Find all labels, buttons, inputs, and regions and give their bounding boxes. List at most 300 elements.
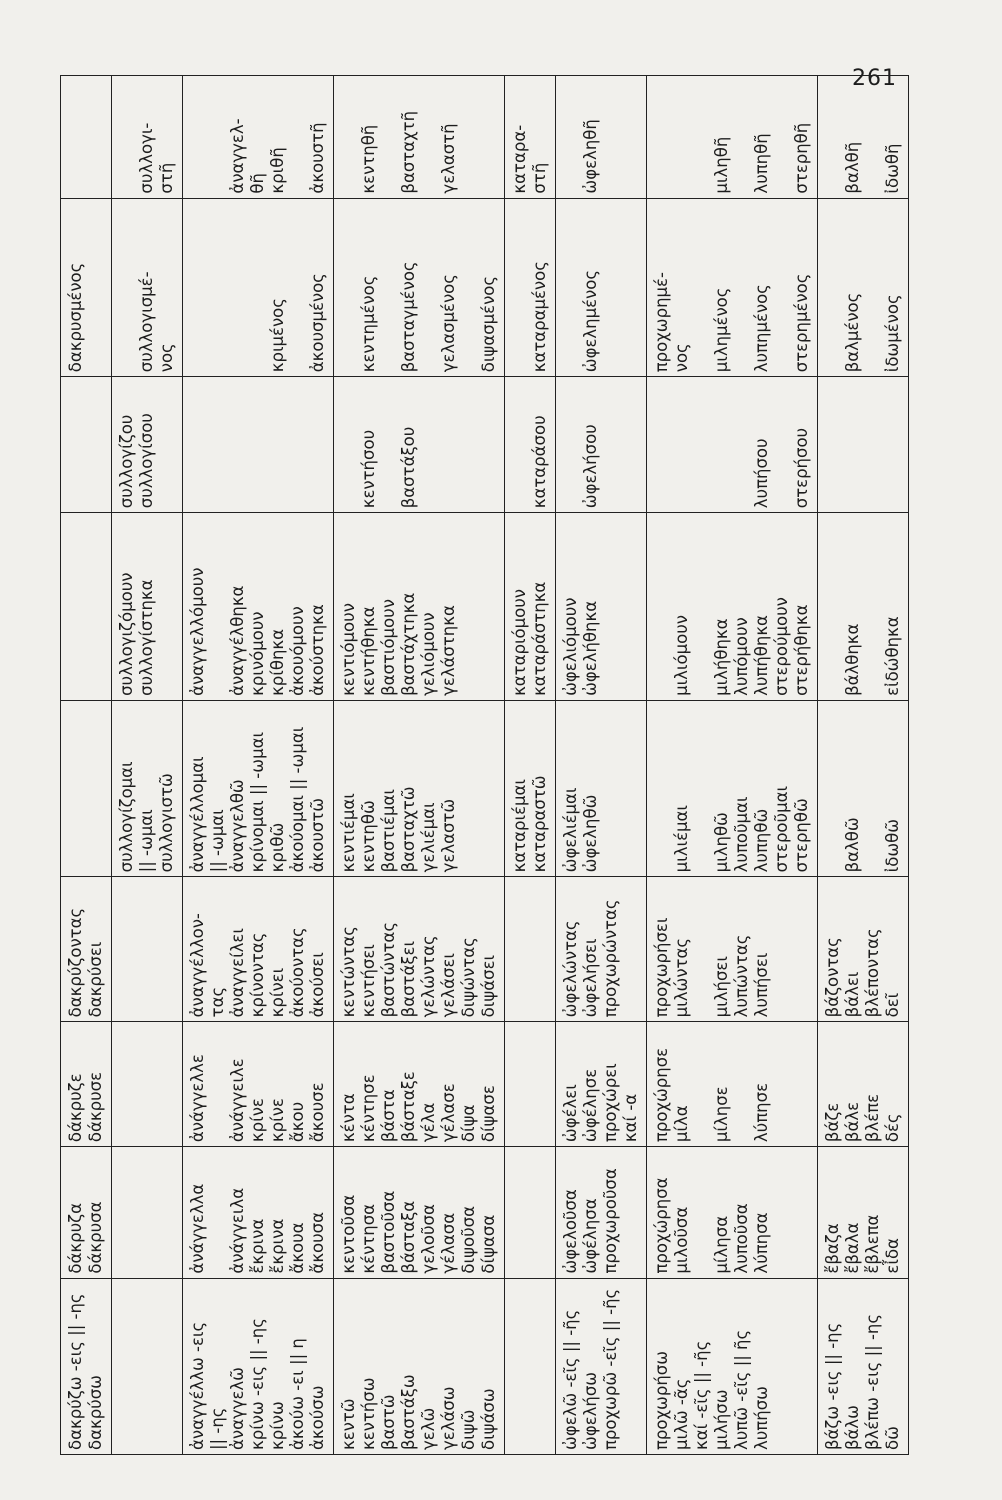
cell-line: ἀκούοντας [288,927,307,1018]
cell-line: ἀναγγελλόμουν [188,567,207,696]
cell-line: καταραστῶ [530,775,549,873]
cell-line [601,381,621,508]
cell-line [510,381,530,508]
cell-line: δακρύσω [86,1375,105,1450]
cell-line: γελαστῶ [439,798,458,873]
cell-line: ὠφελήθηκα [581,600,600,696]
cell-line [137,1283,157,1450]
cell-line: κεντηθῆ [359,124,378,194]
cell-line: βάζε [823,1102,842,1143]
cell-line: ἀναγγέλλομαι [188,756,207,873]
cell-line: κρίθηκα [268,628,287,696]
cell-line [732,1026,752,1142]
cell-stem [505,1278,556,1454]
cell-line [530,1026,550,1142]
cell-subj [112,877,183,1022]
cell-line [561,381,581,508]
cell-line: ἀκουστῶ [308,797,327,873]
cell-line: κρίνω -εις || -ης [248,1318,267,1450]
cell-line [692,381,712,508]
cell-line [117,881,137,1017]
cell-imp [556,1022,647,1147]
conjugation-table [60,75,909,1455]
cell-apass [112,513,183,701]
cell-line [652,381,672,508]
cell-line: κρίνει [268,967,287,1018]
cell-imp [61,1022,112,1147]
cell-line: στῆ [157,162,176,194]
cell-stem [112,1278,183,1454]
cell-line: μιλήσει [712,956,731,1018]
cell-line: καταραμένος [530,261,549,373]
cell-line: ἀκούσω [308,1385,327,1450]
cell-line: μιλῶ -ᾶς [672,1378,691,1450]
cell-aor [647,1147,818,1278]
cell-line [692,881,712,1017]
cell-line: μιλήσω [712,1389,731,1450]
cell-line: λυπώντας [732,934,751,1018]
cell-line [117,80,137,194]
cell-line: ἀναγγείλει [228,928,247,1018]
cell-line: δάκρυζα [66,1202,85,1274]
cell-line: κρίνε [268,1098,287,1143]
cell-line: βάσταξε [399,1071,418,1143]
cell-part [647,198,818,377]
cell-line: γέλασε [439,1083,458,1143]
cell-line: βαλμένος [843,292,862,373]
cell-line: κεντήσει [359,944,378,1018]
cell-line [86,517,106,696]
cell-apass [556,513,647,701]
cell-line: μιλώντας [672,937,691,1018]
cell-line: καί -α [621,1093,640,1143]
cell-line: γελιόμουν [419,612,438,696]
cell-line [66,381,86,508]
table-row [112,76,183,1455]
cell-line: ἀκουσμένος [308,273,327,373]
cell-line: κέντα [339,1093,358,1143]
cell-line: ἀναγγέλλω -εις [188,1321,207,1450]
cell-line [530,1283,550,1450]
cell-line: δάκρυζε [66,1073,85,1143]
cell-subj [556,877,647,1022]
cell-line: μιλιόμουν [672,615,691,696]
cell-line: γελαστῆ [439,123,458,194]
cell-line: ὠφελήσου [581,424,600,509]
cell-line [86,705,106,872]
cell-aor [818,1147,909,1278]
table-row [818,76,909,1455]
cell-line: κριθῶ [268,822,287,873]
cell-line: βάστα [379,1089,398,1143]
cell-line [188,203,208,373]
cell-line: κρίνοντας [248,932,267,1018]
cell-line [863,80,883,194]
cell-pimp [334,377,505,513]
cell-line: ἀναγγέλλον- [188,913,207,1018]
cell-line [208,1026,228,1142]
cell-line: διψάσω [479,1388,498,1450]
cell-line [692,1151,712,1273]
cell-line: διψῶ [459,1409,478,1450]
cell-line: κεντήθηκα [359,606,378,696]
cell-line [117,203,137,373]
cell-fpass [61,700,112,876]
cell-line: λυπήσου [752,438,771,509]
cell-line: ἀκούω -ει || η [288,1338,307,1450]
cell-line [692,80,712,194]
cell-pimp [112,377,183,513]
cell-line [672,80,692,194]
cell-line: ἄκουσε [308,1082,327,1143]
cell-line: ἀκούομαι || -ωμαι [288,726,307,873]
cell-adj [334,76,505,199]
cell-line [288,80,308,194]
cell-line: δάκρυσα [86,1201,105,1274]
page-number: 261 [852,66,897,91]
cell-line [863,203,883,373]
cell-line: ἀνάγγειλα [228,1187,247,1274]
cell-line: κριθῆ [268,147,287,194]
cell-line: βαστάχτηκα [399,592,418,696]
cell-part [556,198,647,377]
cell-line: κεντήσου [359,429,378,509]
cell-line [228,381,248,508]
cell-line [823,517,843,696]
cell-line: ἀνάγγελλα [188,1183,207,1274]
cell-line [479,517,499,696]
cell-line [863,381,883,508]
cell-line: νος [157,343,176,373]
cell-line: ἔβλεπα [863,1214,882,1274]
cell-line: στερηθῆ [792,122,811,194]
cell-line: δίψασα [479,1214,498,1274]
cell-line: ἔβαλα [843,1222,862,1274]
cell-line: ἄκουσα [308,1211,327,1274]
cell-line: ἀκούστηκα [308,604,327,696]
cell-line [339,80,359,194]
cell-line: κρίνω [268,1401,287,1450]
cell-pimp [556,377,647,513]
cell-line: ὠφεληθῶ [581,794,600,873]
cell-imp [334,1022,505,1147]
cell-line: θῆ [248,173,267,194]
cell-imp [505,1022,556,1147]
cell-line: βαστώντας [379,922,398,1018]
cell-line: μίλησε [712,1086,731,1143]
cell-line: διψάσει [479,954,498,1018]
cell-apass [61,513,112,701]
cell-line: λυπῶ -εῖς || ῆς [732,1329,751,1450]
cell-line [117,1151,137,1273]
cell-line: λυποῦσα [732,1203,751,1274]
cell-line: προχωρῶ -εῖς || -ῆς [601,1288,620,1450]
cell-subj [818,877,909,1022]
cell-line [823,381,843,508]
cell-line: λυπόμουν [732,617,751,696]
cell-line [86,80,106,194]
cell-line: διψασμένος [479,275,498,373]
cell-line: βαστοῦσα [379,1190,398,1274]
cell-line [863,705,883,872]
table-row [61,76,112,1455]
cell-line [208,80,228,194]
cell-line: δακρύζω -εις || -ης [66,1293,85,1450]
cell-line [228,203,248,373]
cell-line: κεντῶ [339,1398,358,1450]
cell-line: καταριόμουν [510,589,529,696]
cell-line [208,381,228,508]
cell-stem [61,1278,112,1454]
cell-line [692,1026,712,1142]
cell-part [61,198,112,377]
cell-line: γελιέμαι [419,802,438,873]
cell-line [652,517,672,696]
cell-line [419,203,439,373]
cell-part [183,198,334,377]
cell-line: προχωροῦσα [601,1168,620,1274]
cell-line: ἀναγγελῶ [228,1367,247,1450]
cell-line: συλλογισμέ- [137,271,156,373]
cell-line [672,381,692,508]
cell-line [157,517,177,696]
cell-line [510,881,530,1017]
cell-line: γελασμένος [439,274,458,373]
cell-line: κεντιέμαι [339,793,358,873]
cell-line: βάζω -εις || -ης [823,1322,842,1450]
cell-line: γελώντας [419,935,438,1018]
cell-line: ἀναγγέλθηκα [228,585,247,696]
cell-line: || -ωμαι [208,809,227,873]
cell-adj [647,76,818,199]
cell-line [208,517,228,696]
cell-line: || -ης [208,1407,227,1450]
cell-fpass [334,700,505,876]
cell-line [530,881,550,1017]
cell-line [288,381,308,508]
cell-aor [183,1147,334,1278]
cell-aor [505,1147,556,1278]
cell-apass [818,513,909,701]
cell-line: καταρα- [510,124,529,194]
cell-line [772,80,792,194]
cell-line: στερούμουν [772,597,791,696]
cell-line: καταράστηκα [530,581,549,696]
cell-line: δακρύζοντας [66,907,85,1018]
cell-line: βλέπε [863,1094,882,1143]
cell-line: ἄκου [288,1101,307,1143]
cell-line: δακρυσμένος [66,262,85,373]
cell-line [66,80,86,194]
cell-line [601,203,621,373]
cell-stem [647,1278,818,1454]
cell-line: συλλογιζόμουν [117,572,136,696]
cell-line: λυπήσει [752,952,771,1018]
cell-line [157,881,177,1017]
cell-line: βαστάξου [399,426,418,509]
cell-part [334,198,505,377]
cell-line: βαστιόμουν [379,599,398,696]
cell-line: μίλησα [712,1215,731,1274]
cell-line: βλέπω -εις || -ης [863,1313,882,1450]
cell-line: λυπήσω [752,1386,771,1450]
cell-line [823,203,843,373]
cell-aor [61,1147,112,1278]
cell-line: ἀκουόμουν [288,606,307,696]
table-row [505,76,556,1455]
cell-line [137,1026,157,1142]
cell-line [157,1026,177,1142]
cell-line: ὠφελῶ -εῖς || -ῆς [561,1309,580,1450]
cell-line: βάσταξα [399,1200,418,1274]
cell-imp [112,1022,183,1147]
cell-line: μιληθῶ [712,812,731,873]
cell-line: εἶδα [883,1238,902,1274]
cell-line: δίψασε [479,1085,498,1143]
cell-pimp [61,377,112,513]
cell-line [510,1151,530,1273]
cell-line [86,381,106,508]
cell-line: ἄκουα [288,1222,307,1274]
table-row [183,76,334,1455]
cell-aor [112,1147,183,1278]
cell-line: βασταγμένος [399,261,418,373]
cell-line [843,381,863,508]
cell-line [772,381,792,508]
cell-line: ὠφελήσει [581,938,600,1018]
cell-line: βαλθῆ [843,141,862,194]
cell-line [188,381,208,508]
cell-line: συλλογίζου [117,414,136,509]
cell-fpass [818,700,909,876]
cell-part [505,198,556,377]
cell-line: μιληθῆ [712,136,731,194]
cell-fpass [505,700,556,876]
cell-line: ἀναγγελθῶ [228,779,247,873]
cell-line [308,381,328,508]
cell-line: ἀκούσει [308,952,327,1018]
cell-line: στερημένος [792,273,811,373]
cell-fpass [112,700,183,876]
cell-line: συλλογίσου [137,413,156,509]
cell-line: λυπηθῶ [752,808,771,873]
cell-aor [334,1147,505,1278]
cell-line: ἀνάγγελλε [188,1054,207,1143]
cell-line: προχωρήσω [652,1350,671,1450]
cell-adj [112,76,183,199]
cell-line [732,80,752,194]
cell-subj [334,877,505,1022]
cell-line [66,705,86,872]
cell-line: βάλθηκα [843,623,862,696]
cell-line [117,1283,137,1450]
cell-line: λύπησα [752,1212,771,1274]
cell-line [208,1151,228,1273]
cell-pimp [647,377,818,513]
cell-line [157,1151,177,1273]
cell-line [823,80,843,194]
table-row [647,76,818,1455]
cell-line [117,1026,137,1142]
cell-imp [818,1022,909,1147]
cell-line [339,381,359,508]
cell-line: ὠφεληθῆ [581,119,600,194]
cell-line: κρίνε [248,1098,267,1143]
cell-part [818,198,909,377]
cell-line: γελάστηκα [439,605,458,696]
cell-line [823,705,843,872]
cell-line [510,203,530,373]
cell-line: κέντησα [359,1203,378,1274]
cell-line: λυπήθηκα [752,615,771,696]
cell-line: ἀκουστῆ [308,122,327,194]
table-row [334,76,505,1455]
cell-line [510,1283,530,1450]
cell-line: δές [883,1113,902,1143]
cell-line: συλλογίστηκα [137,579,156,696]
cell-line [692,203,712,373]
cell-aor [556,1147,647,1278]
cell-line [479,80,499,194]
cell-line [339,203,359,373]
cell-part [112,198,183,377]
cell-line: στεροῦμαι [772,785,791,873]
cell-apass [647,513,818,701]
cell-line [652,80,672,194]
cell-apass [505,513,556,701]
cell-line [157,381,177,508]
cell-line [248,381,268,508]
cell-line: || -ωμαι [137,809,156,873]
cell-subj [505,877,556,1022]
cell-line [692,517,712,696]
cell-line: ὠφελήσω [581,1371,600,1450]
cell-line: ὠφέλησε [581,1068,600,1143]
cell-fpass [647,700,818,876]
cell-line: γελάσει [439,953,458,1018]
cell-line: καταριέμαι [510,779,529,873]
cell-line: προχωρώντας [601,899,620,1018]
cell-line: βλέποντας [863,928,882,1018]
cell-line [208,203,228,373]
cell-line [479,381,499,508]
cell-line: μιλοῦσα [672,1206,691,1274]
cell-line: λυπηθῆ [752,133,771,194]
cell-line [157,1283,177,1450]
cell-stem [556,1278,647,1454]
cell-line [712,381,732,508]
cell-line [188,80,208,194]
cell-line: δάκρυσε [86,1071,105,1143]
cell-line: ὠφελώντας [561,920,580,1018]
cell-line [459,80,479,194]
cell-line: βασταχτῆ [399,110,418,194]
cell-stem [334,1278,505,1454]
cell-fpass [556,700,647,876]
cell-line: δῶ [883,1426,902,1450]
cell-line [601,705,621,872]
cell-line: συλλογίζομαι [117,761,136,873]
cell-subj [183,877,334,1022]
cell-line [510,1026,530,1142]
cell-line: προχώρησα [652,1177,671,1274]
cell-line: συλλογι- [137,122,156,194]
cell-line: στερηθῶ [792,798,811,873]
cell-adj [818,76,909,199]
cell-line: λυπημένος [752,284,771,373]
cell-line [561,203,581,373]
cell-line [379,203,399,373]
